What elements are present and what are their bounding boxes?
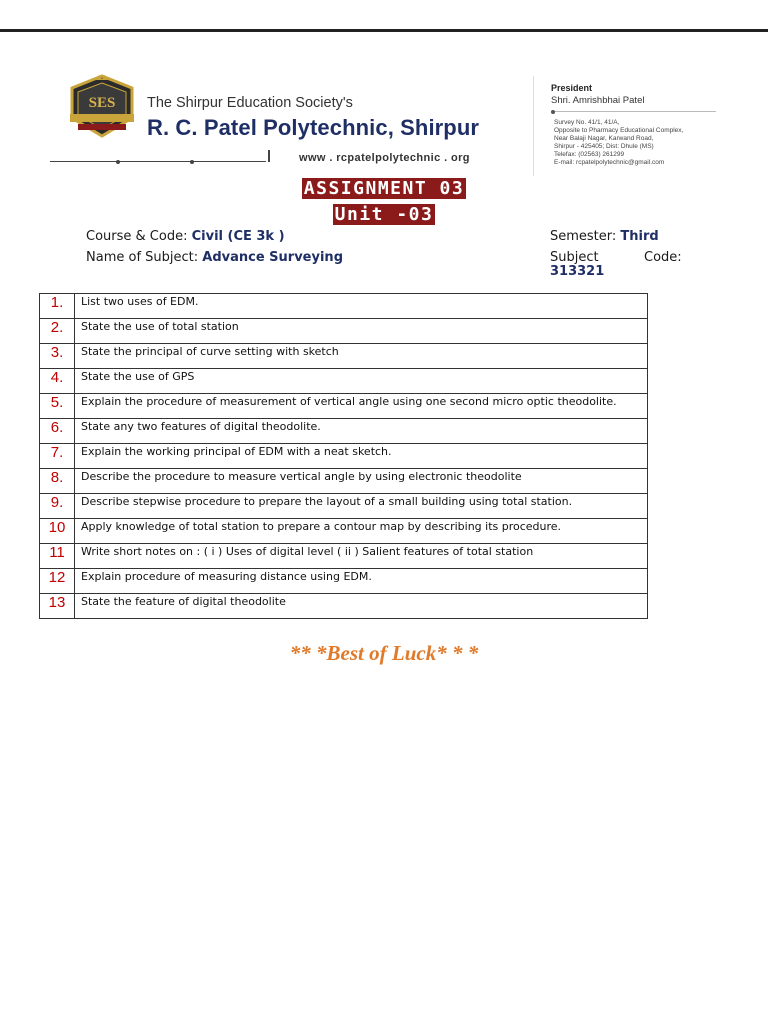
unit-banner	[0, 204, 768, 226]
semester-value: Third	[620, 229, 659, 244]
letterhead-divider	[533, 76, 534, 176]
table-row	[40, 369, 648, 394]
question-number: 1.	[40, 294, 75, 319]
question-number: 12	[40, 569, 75, 594]
president-rule	[551, 111, 716, 112]
subject-code-label: Subject	[550, 250, 599, 265]
table-row	[40, 469, 648, 494]
president-rule-dot	[551, 110, 555, 114]
table-row	[40, 419, 648, 444]
subject-code-label-2: Code:	[644, 250, 682, 265]
best-of-luck: ** *Best of Luck* * *	[289, 641, 479, 665]
question-number: 9.	[40, 494, 75, 519]
question-text: State the feature of digital theodolite	[75, 594, 648, 619]
question-number: 8.	[40, 469, 75, 494]
question-number: 13	[40, 594, 75, 619]
president-name: Shri. Amrishbhai Patel	[551, 95, 645, 106]
question-table	[39, 293, 648, 619]
question-number: 11	[40, 544, 75, 569]
course-code	[86, 229, 285, 244]
table-row	[40, 544, 648, 569]
question-number: 5.	[40, 394, 75, 419]
question-text: Explain the working principal of EDM with a neat sketch.	[75, 444, 648, 469]
letterhead-rule	[50, 161, 266, 162]
address-line: Survey No. 41/1, 41/A,	[554, 119, 620, 126]
question-text: Explain the procedure of measurement of vertical angle using one second micro optic theodolite.	[75, 394, 648, 419]
question-text: State the use of GPS	[75, 369, 648, 394]
subject-value: Advance Surveying	[202, 250, 343, 265]
question-number: 6.	[40, 419, 75, 444]
question-text: Write short notes on : ( i ) Uses of digital level ( ii ) Salient features of total station	[75, 544, 648, 569]
subject-label: Name of Subject:	[86, 250, 203, 265]
website: www . rcpatelpolytechnic . org	[299, 152, 470, 164]
rule-dot	[190, 160, 194, 164]
table-row	[40, 494, 648, 519]
question-text: Apply knowledge of total station to prepare a contour map by describing its procedure.	[75, 519, 648, 544]
question-text: List two uses of EDM.	[75, 294, 648, 319]
subject-code-value: 313321	[550, 264, 605, 279]
table-row	[40, 594, 648, 619]
rule-bar	[268, 150, 270, 162]
question-number: 3.	[40, 344, 75, 369]
question-number: 10	[40, 519, 75, 544]
address-line: Near Balaji Nagar, Karwand Road,	[554, 135, 654, 142]
semester-label: Semester:	[550, 229, 621, 244]
address-line: Telefax: (02563) 261299	[554, 151, 625, 158]
society-name: The Shirpur Education Society's	[147, 95, 353, 111]
question-number: 2.	[40, 319, 75, 344]
question-text: Describe the procedure to measure vertical angle by using electronic theodolite	[75, 469, 648, 494]
rule-dot	[116, 160, 120, 164]
top-rule	[0, 29, 768, 32]
assignment-title: ASSIGNMENT 03	[303, 178, 465, 199]
table-row	[40, 294, 648, 319]
assignment-title-banner	[0, 178, 768, 200]
question-text: Describe stepwise procedure to prepare the layout of a small building using total station.	[75, 494, 648, 519]
subject-name	[86, 250, 343, 265]
question-text: State the principal of curve setting with sketch	[75, 344, 648, 369]
table-row	[40, 319, 648, 344]
institute-name: R. C. Patel Polytechnic, Shirpur	[147, 115, 480, 140]
course-value: Civil (CE 3k )	[191, 229, 285, 244]
address-block	[554, 119, 724, 167]
question-number: 4.	[40, 369, 75, 394]
table-row	[40, 569, 648, 594]
question-text: State the use of total station	[75, 319, 648, 344]
letterhead	[48, 70, 720, 180]
table-row	[40, 344, 648, 369]
address-line: Shirpur - 425405; Dist: Dhule (MS)	[554, 143, 654, 150]
unit-title: Unit -03	[334, 204, 434, 225]
svg-text:SES: SES	[88, 95, 116, 111]
address-line: E-mail: rcpatelpolytechnic@gmail.com	[554, 159, 665, 166]
ses-logo	[66, 74, 138, 140]
semester	[550, 229, 659, 244]
president-title: President	[551, 83, 593, 93]
question-number: 7.	[40, 444, 75, 469]
table-row	[40, 519, 648, 544]
question-text: Explain procedure of measuring distance using EDM.	[75, 569, 648, 594]
table-row	[40, 394, 648, 419]
table-row	[40, 444, 648, 469]
question-text: State any two features of digital theodolite.	[75, 419, 648, 444]
course-label: Course & Code:	[86, 229, 192, 244]
address-line: Opposite to Pharmacy Educational Complex,	[554, 127, 684, 134]
